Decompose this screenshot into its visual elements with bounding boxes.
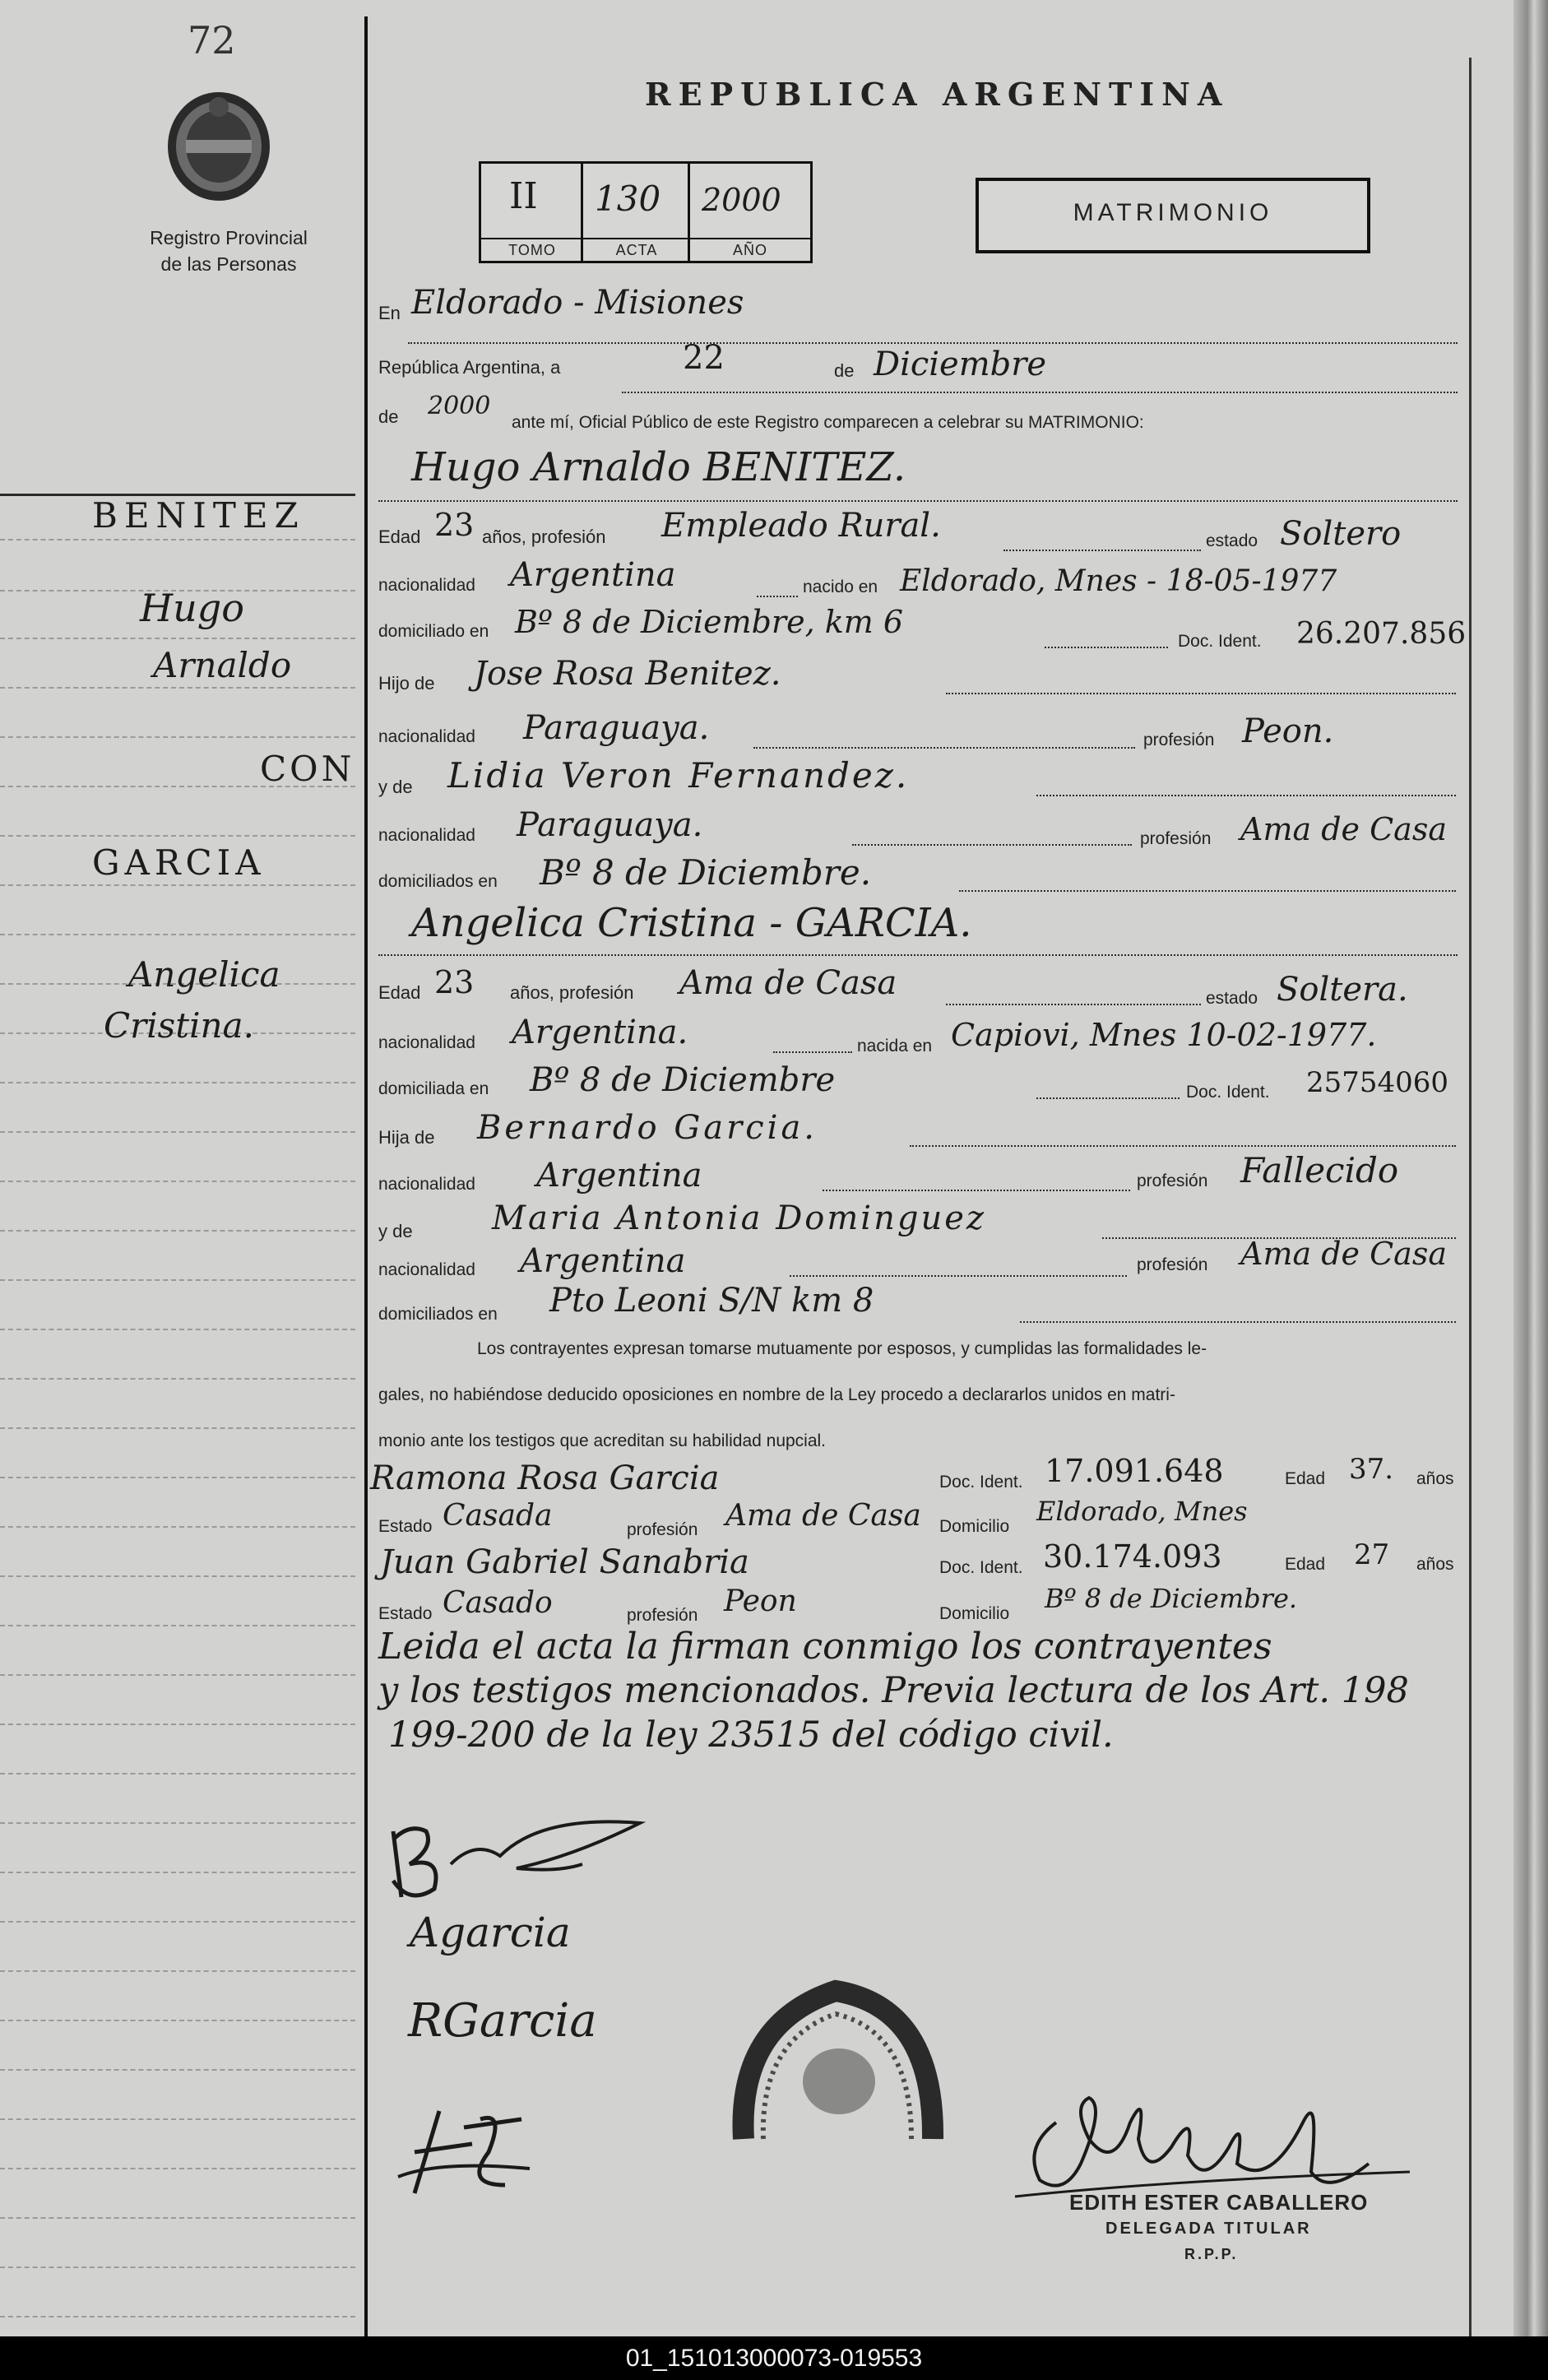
year-value: 2000 [428,392,491,420]
bride-birth: Capiovi, Mnes 10-02-1977. [951,1017,1377,1053]
w1-domicilio-label: Domicilio [939,1517,1010,1536]
witness-1-state: Casada [443,1499,553,1533]
hija-label: Hija de [378,1127,435,1148]
record-type-label: MATRIMONIO [1073,199,1273,226]
witness-1-doc: 17.091.648 [1045,1453,1224,1489]
bride-father-prof-label: profesión [1137,1171,1208,1190]
groom-doc: 26.207.856 [1296,617,1467,651]
bride-y-de-label: y de [378,1221,413,1241]
margin-first-name: Hugo [140,586,244,630]
groom-profession: Empleado Rural. [661,507,941,545]
estado-label: estado [1206,531,1258,550]
bride-father: Bernardo Garcia. [477,1109,818,1147]
anio-value: 2000 [702,182,781,218]
w2-edad-label: Edad [1285,1555,1326,1574]
bride-mother-nat-label: nacionalidad [378,1260,475,1279]
groom-name: Hugo Arnaldo BENITEZ. [411,444,906,490]
right-border [1469,58,1472,2336]
bride-profession: Ama de Casa [679,964,897,1002]
day-value: 22 [683,339,725,377]
tomo-label: TOMO [481,238,583,259]
groom-state: Soltero [1280,515,1402,553]
bride-doc: 25754060 [1306,1066,1449,1099]
bride-address: Bº 8 de Diciembre [530,1061,836,1099]
closing-line-2: y los testigos mencionados. Previa lectura de los Art. 198 [378,1670,1409,1711]
edad-label: Edad [378,527,421,547]
official-seal-icon [729,1974,944,2164]
anio-box [688,161,813,263]
witness-2-name: Juan Gabriel Sanabria [380,1543,749,1581]
groom-mother-prof: Ama de Casa [1240,811,1447,847]
witness-2-age: 27 [1354,1538,1390,1571]
witness-2-prof: Peon [724,1584,797,1618]
witness-1-name: Ramona Rosa Garcia [370,1459,720,1497]
bride-father-nat: Argentina [536,1157,702,1195]
nacionalidad-label: nacionalidad [378,576,475,595]
month-value: Diciembre [874,346,1047,383]
legal-line-1: Los contrayentes expresan tomarse mutuamente por esposos, y cumplidas las formalidades le- [477,1339,1207,1358]
place-value: Eldorado - Misiones [411,284,744,322]
witness-2-doc: 30.174.093 [1043,1538,1222,1575]
bride-domiciliados-label: domiciliados en [378,1305,498,1324]
legal-line-3: monio ante los testigos que acreditan su habilidad nupcial. [378,1431,827,1450]
witness-1-addr: Eldorado, Mnes [1036,1496,1248,1527]
legal-line-2: gales, no habiéndose deducido oposiciones en nombre de la Ley procedo a declararlos unidos en matri- [378,1385,1175,1404]
witness-1-prof: Ama de Casa [725,1499,921,1533]
w2-estado-label: Estado [378,1604,433,1623]
groom-father: Jose Rosa Benitez. [474,655,781,693]
closing-line-3: 199-200 de la ley 23515 del código civil. [388,1714,1114,1756]
bride-state: Soltera. [1277,971,1408,1009]
filename-label: 01_151013000073-019553 [625,2345,923,2372]
groom-mother: Lidia Veron Fernandez. [447,755,910,796]
registry-line-2: de las Personas [160,253,297,275]
bride-mother-nat: Argentina [520,1242,686,1280]
witness-signature-1: RGarcia [408,1994,597,2048]
groom-parents-addr: Bº 8 de Diciembre. [540,852,872,893]
w1-estado-label: Estado [378,1517,433,1536]
bride-father-nat-label: nacionalidad [378,1175,475,1194]
book-edge [1513,0,1548,2336]
country-title: REPUBLICA ARGENTINA [645,76,1230,113]
witness-2-addr: Bº 8 de Diciembre. [1045,1583,1298,1614]
margin-con: CON [260,749,355,789]
w1-doc-label: Doc. Ident. [939,1473,1023,1492]
domiciliados-label: domiciliados en [378,872,498,891]
bride-edad-label: Edad [378,982,421,1003]
anos-prof-label: años, profesión [482,527,606,547]
tomo-box [479,161,586,263]
bride-nat-label: nacionalidad [378,1033,475,1052]
seal-name: EDITH ESTER CABALLERO [1069,2190,1369,2215]
groom-birth: Eldorado, Mnes - 18-05-1977 [900,564,1337,598]
domiciliado-label: domiciliado en [378,622,489,641]
hijo-label: Hijo de [378,673,435,694]
groom-father-prof: Peon. [1242,712,1334,750]
margin-bride-surname: GARCIA [92,842,266,883]
nacido-label: nacido en [803,578,878,596]
ante-text: ante mí, Oficial Público de este Registro comparecen a celebrar su MATRIMONIO: [512,413,1144,432]
anio-label: AÑO [690,238,810,259]
groom-father-nat: Paraguaya. [523,709,710,747]
margin-divider [364,16,368,2336]
groom-signature [377,1807,656,1914]
witness-2-state: Casado [443,1586,553,1620]
doc-label: Doc. Ident. [1178,632,1262,651]
coat-of-arms-icon [161,82,276,206]
bride-mother-prof: Ama de Casa [1240,1236,1447,1272]
w2-anos-label: años [1416,1555,1454,1574]
groom-father-nat-label: nacionalidad [378,727,475,746]
en-label: En [378,303,401,323]
republica-label: República Argentina, a [378,357,561,378]
page-number: 72 [188,18,236,63]
witness-1-age: 37. [1349,1453,1394,1486]
seal-role: DELEGADA TITULAR [1105,2220,1312,2238]
closing-line-1: Leida el acta la firman conmigo los contrayentes [378,1626,1272,1668]
margin-bride-name-1: Angelica [128,954,280,995]
bride-name: Angelica Cristina - GARCIA. [411,900,972,946]
w1-anos-label: años [1416,1469,1454,1488]
bride-mother: Maria Antonia Dominguez [492,1199,986,1237]
bride-signature: Agarcia [410,1909,571,1956]
margin-bride-name-2: Cristina. [104,1005,254,1046]
acta-value: 130 [595,179,661,219]
bride-age: 23 [434,964,475,1000]
groom-mother-prof-label: profesión [1140,829,1212,848]
nacida-label: nacida en [857,1037,933,1055]
bride-mother-prof-label: profesión [1137,1255,1208,1274]
acta-label: ACTA [583,238,690,259]
margin-surname: BENITEZ [92,495,305,536]
groom-nationality: Argentina [510,556,676,594]
w2-domicilio-label: Domicilio [939,1604,1010,1623]
de-label: de [834,360,855,381]
w2-prof-label: profesión [627,1606,698,1625]
tomo-value: II [509,175,538,217]
groom-address: Bº 8 de Diciembre, km 6 [515,604,904,640]
groom-father-prof-label: profesión [1143,731,1215,749]
seal-rpp: R.P.P. [1184,2246,1239,2262]
groom-age: 23 [434,507,475,543]
de2-label: de [378,406,399,427]
record-type-box [976,178,1370,253]
w1-prof-label: profesión [627,1520,698,1539]
bride-nationality: Argentina. [512,1014,688,1051]
bride-anos-prof-label: años, profesión [510,982,634,1003]
bride-estado-label: estado [1206,989,1258,1008]
bride-father-prof: Fallecido [1240,1150,1399,1190]
w1-edad-label: Edad [1285,1469,1326,1488]
w2-doc-label: Doc. Ident. [939,1558,1023,1577]
groom-mother-nat-label: nacionalidad [378,826,475,845]
margin-second-name: Arnaldo [153,645,292,685]
registry-line-1: Registro Provincial [150,227,308,248]
groom-mother-nat: Paraguaya. [517,806,703,844]
bride-doc-label: Doc. Ident. [1186,1083,1270,1102]
bride-parents-addr: Pto Leoni S/N km 8 [549,1282,874,1320]
acta-box [581,161,693,263]
domiciliada-label: domiciliada en [378,1079,489,1098]
y-de-label: y de [378,777,413,797]
witness-signature-2 [390,2103,554,2201]
